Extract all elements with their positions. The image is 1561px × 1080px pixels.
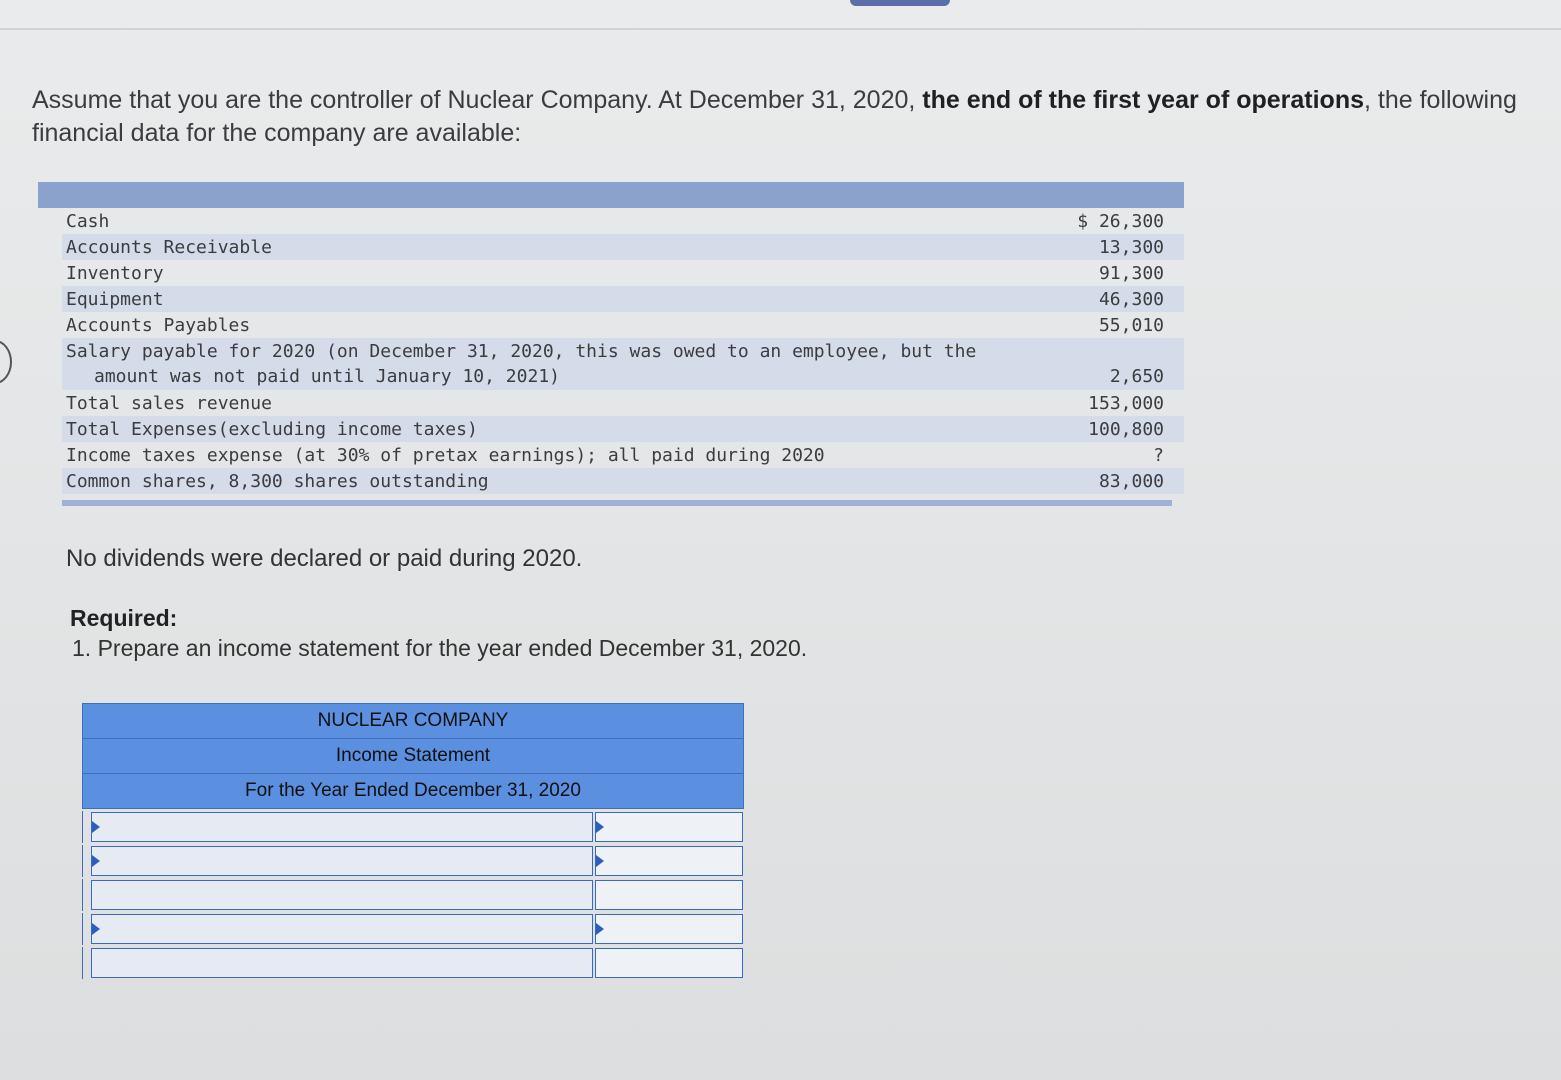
row-value: 2,650	[1109, 366, 1164, 387]
intro-bold: the end of the first year of operations	[922, 86, 1365, 114]
statement-label-dropdown[interactable]	[91, 846, 593, 876]
row-label: Total Expenses(excluding income taxes)	[66, 419, 478, 440]
dropdown-arrow-icon	[596, 821, 604, 833]
row-value: 46,300	[1098, 289, 1164, 310]
row-label-continued: amount was not paid until January 10, 2021)	[94, 366, 560, 387]
statement-amount-input[interactable]	[595, 948, 743, 978]
data-row-common-shares	[62, 468, 1184, 494]
row-label: Accounts Receivable	[66, 237, 272, 258]
income-statement-table	[82, 703, 746, 979]
financial-data-table	[38, 182, 1184, 508]
left-edge-control	[0, 340, 12, 384]
data-row-cash	[62, 208, 1184, 234]
row-label: Cash	[66, 211, 110, 232]
top-divider	[0, 28, 1561, 30]
data-row-total-expenses	[62, 416, 1184, 442]
dropdown-arrow-icon	[596, 855, 604, 867]
statement-amount-input[interactable]	[595, 880, 743, 910]
data-row-accounts-receivable	[62, 234, 1184, 260]
required-item-1: 1. Prepare an income statement for the year ended December 31, 2020.	[72, 635, 808, 661]
data-row-inventory	[62, 260, 1184, 286]
statement-label-dropdown[interactable]	[91, 880, 593, 910]
row-label: Equipment	[66, 289, 164, 310]
data-row-income-taxes	[62, 442, 1184, 468]
row-label: Salary payable for 2020 (on December 31, 2020, this was owed to an employee, but the	[66, 341, 977, 362]
row-label: Accounts Payables	[66, 315, 251, 336]
problem-intro	[32, 84, 1542, 150]
row-value: 153,000	[1088, 393, 1164, 414]
intro-text-1: Assume that you are the controller of Nuclear Company. At December 31, 2020,	[32, 86, 923, 114]
statement-amount-input[interactable]	[595, 846, 743, 876]
row-label: Inventory	[66, 263, 164, 284]
financial-table-footer	[62, 500, 1172, 506]
statement-row	[82, 811, 743, 843]
dropdown-arrow-icon	[92, 855, 100, 867]
data-row-sales-revenue	[62, 390, 1184, 416]
required-heading: Required:	[70, 605, 178, 631]
statement-company-name: NUCLEAR COMPANY	[82, 703, 744, 738]
row-label: Income taxes expense (at 30% of pretax earnings); all paid during 2020	[66, 445, 825, 466]
row-value: $ 26,300	[1077, 211, 1164, 232]
dropdown-arrow-icon	[596, 923, 604, 935]
row-value: 91,300	[1098, 263, 1164, 284]
financial-table-header	[38, 182, 1184, 208]
row-label: Common shares, 8,300 shares outstanding	[66, 471, 489, 492]
data-row-salary-payable	[62, 338, 1184, 390]
statement-row	[82, 879, 743, 911]
intro-text-2: , the following financial data for the company are available:	[32, 86, 1517, 147]
dividends-note: No dividends were declared or paid during 2020.	[66, 545, 583, 572]
statement-label-dropdown[interactable]	[91, 948, 593, 978]
row-value: 55,010	[1098, 315, 1164, 336]
row-value: 100,800	[1088, 419, 1164, 440]
dropdown-arrow-icon	[92, 821, 100, 833]
data-row-equipment	[62, 286, 1184, 312]
statement-label-dropdown[interactable]	[91, 914, 593, 944]
statement-amount-input[interactable]	[595, 914, 743, 944]
statement-row	[82, 913, 743, 945]
statement-label-dropdown[interactable]	[91, 812, 593, 842]
statement-amount-input[interactable]	[595, 812, 743, 842]
statement-row	[82, 947, 743, 979]
dropdown-arrow-icon	[92, 923, 100, 935]
row-label: Total sales revenue	[66, 393, 272, 414]
row-value: ?	[1153, 445, 1164, 466]
top-tab-indicator	[850, 0, 950, 6]
data-row-accounts-payables	[62, 312, 1184, 338]
statement-row	[82, 845, 743, 877]
row-value: 83,000	[1098, 471, 1164, 492]
statement-period: For the Year Ended December 31, 2020	[82, 773, 744, 809]
statement-title: Income Statement	[82, 738, 744, 773]
row-value: 13,300	[1098, 237, 1164, 258]
